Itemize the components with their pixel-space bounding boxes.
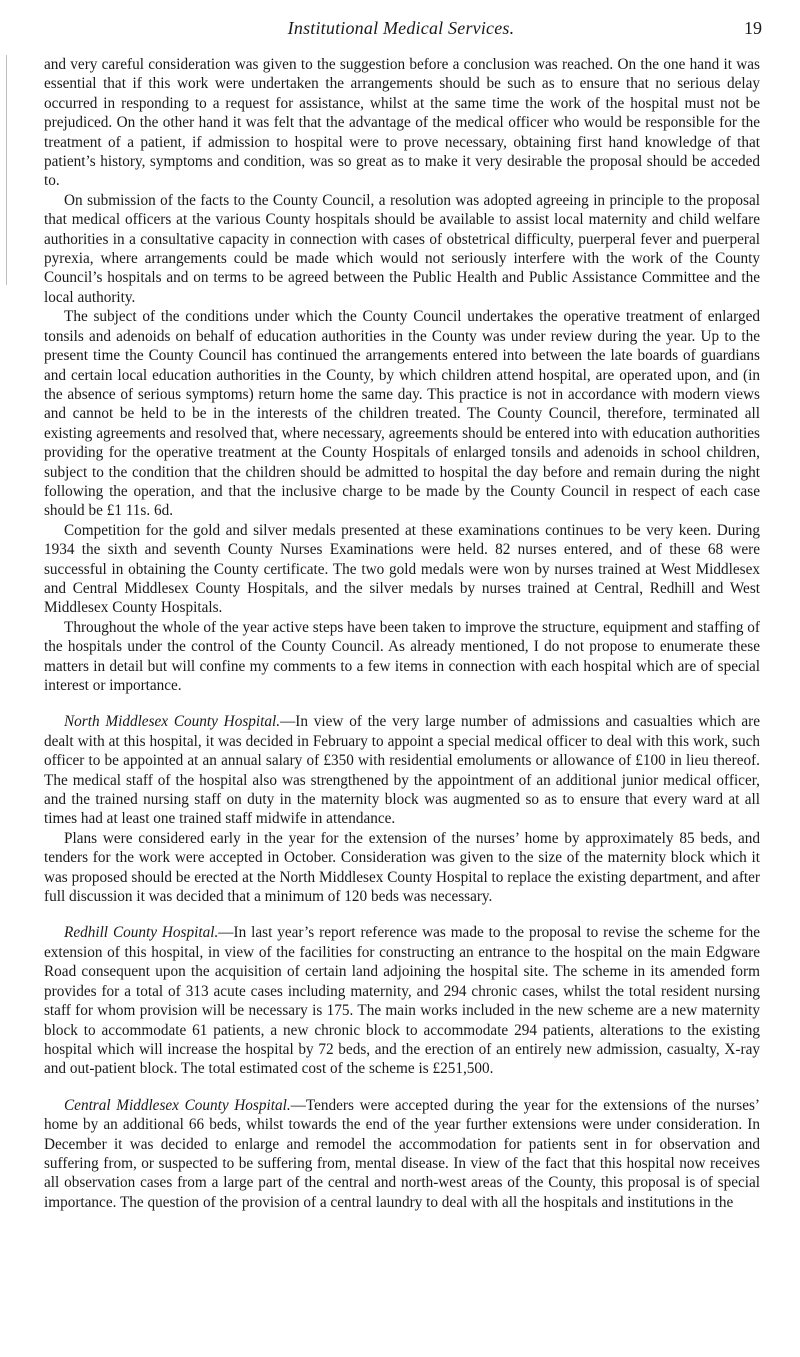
paragraph-text: —In last year’s report reference was made to the proposal to revise the scheme for the extension of this hospital, in view of the facilities for constructing an entrance to the hospital on the main Edgware Road consequent upon the acquisition of certain land adjoining the hospital site. The scheme in its amended form provides for a total of 313 acute cases including maternity, and 294 chronic cases, whilst the total resident nursing staff for whom provision will be necessary is 175. The main works included in the new scheme are a new maternity block to accommodate 61 patients, a new chronic block to accommodate 294 patients, alterations to the existing hospital which will increase the hospital by 72 beds, and the erection of an entirely new admission, casualty, X-ray and out-patient block. The total estimated cost of the scheme is £251,500.: [44, 924, 760, 1078]
paragraph-maternity-consultation: [44, 191, 760, 307]
paragraph-text: —In view of the very large number of admissions and casualties which are dealt with at this hospital, it was decided in February to appoint a special medical officer to deal with this work, such officer to be appointed at an annual salary of £350 with residential emoluments or allowance of £100 in lieu thereof. The medical staff of the hospital also was strengthened by the appointment of an additional junior medical officer, and the trained nursing staff on duty in the maternity block was augmented so as to ensure that every ward at all times had at least one trained staff midwife in attendance.: [44, 713, 760, 828]
section-north-middlesex: [44, 712, 760, 828]
paragraph-text: On submission of the facts to the County Council, a resolution was adopted agreeing in principle to the proposal that medical officers at the various County hospitals should be available to assist local maternity and child welfare authorities in a consultative capacity in connection with cases of obstetrical difficulty, puerperal fever and puerperal pyrexia, where arrangements could be made which would not seriously interfere with the work of the County Council’s hospitals and on terms to be agreed between the Public Health and Public Assistance Committee and the local authority.: [44, 191, 760, 306]
paragraph-nurses-examinations: [44, 521, 760, 618]
paragraph-text: —Tenders were accepted during the year for the extensions of the nurses’ home by an additional 66 beds, whilst towards the end of the year further extensions were under consideration. In December it was decided to enlarge and remodel the accommodation for patients sent in for observation and suffering from, or suspected to be suffering from, mental disease. In view of the fact that this hospital now receives all observation cases from a large part of the central and north-west areas of the County, this proposal is of special importance. The question of the provision of a central laundry to deal with all the hospitals and institutions in the: [44, 1096, 760, 1211]
section-heading: Redhill County Hospital.: [64, 924, 219, 942]
section-central-middlesex: [44, 1096, 760, 1212]
paragraph-tonsils-adenoids: [44, 307, 760, 520]
paragraph-text: The subject of the conditions under which the County Council undertakes the operative treatment of enlarged tonsils and adenoids on behalf of education authorities in the County was under review during the year. Up to the present time the County Council has continued the arrangements entered into between the late boards of guardians and certain local education authorities in the County, by which children attend hospital, are operated upon, and (in the absence of serious symptoms) return home the same day. This practice is not in accordance with modern views and cannot be held to be in the interests of the children treated. The County Council, therefore, terminated all existing agreements and resolved that, where necessary, agreements should be entered into with education authorities providing for the operative treatment at the County Hospitals of enlarged tonsils and adenoids in school children, subject to the condition that the children should be admitted to hospital the day before and remain during the night following the operation, and that the inclusive charge to be made by the County Council in respect of each case should be £1 11s. 6d.: [44, 308, 760, 520]
paragraph-nurses-home-plans: [44, 829, 760, 907]
running-head: [40, 18, 762, 44]
body-text: [44, 55, 760, 1212]
paragraph-text: Throughout the whole of the year active steps have been taken to improve the structure, equipment and staffing of the hospitals under the control of the County Council. As already mentioned, I do not propose to enumerate these matters in detail but will confine my comments to a few items in connection with each hospital which are of special interest or importance.: [44, 618, 760, 694]
running-title: Institutional Medical Services.: [287, 18, 515, 38]
section-redhill: [44, 923, 760, 1078]
section-heading: North Middlesex County Hospital.: [64, 713, 281, 731]
section-heading: Central Middlesex County Hospital.: [64, 1096, 291, 1114]
paragraph-continuation: [44, 55, 760, 191]
paragraph-hospital-improvements: [44, 618, 760, 696]
paragraph-text: and very careful consideration was given to the suggestion before a conclusion was reached. On the one hand it was essential that if this work were undertaken the arrangements should be such as to ensure that no serious delay occurred in responding to a request for assistance, whilst at the same time the work of the hospital must not be prejudiced. On the other hand it was felt that the advantage of the medical officer who would be responsible for the treatment of a patient, if admission to hospital were to prove necessary, obtaining first hand knowledge of that patient’s history, symptoms and condition, was so great as to make it very desirable the proposal should be acceded to.: [44, 56, 760, 190]
paragraph-text: Plans were considered early in the year for the extension of the nurses’ home by approximately 85 beds, and tenders for the work were accepted in October. Consideration was given to the size of the maternity block which it was proposed should be erected at the North Middlesex County Hospital to replace the existing department, and after full discussion it was decided that a minimum of 120 beds was necessary.: [44, 829, 760, 906]
page-number: 19: [744, 18, 762, 38]
margin-rule: [6, 55, 7, 285]
paragraph-text: Competition for the gold and silver medals presented at these examinations continues to be very keen. During 1934 the sixth and seventh County Nurses Examinations were held. 82 nurses entered, and of these 68 were successful in obtaining the County certificate. The two gold medals were won by nurses trained at West Middlesex and Central Middlesex County Hospitals, and the silver medals by nurses trained at Central, Redhill and West Middlesex County Hospitals.: [44, 521, 760, 617]
